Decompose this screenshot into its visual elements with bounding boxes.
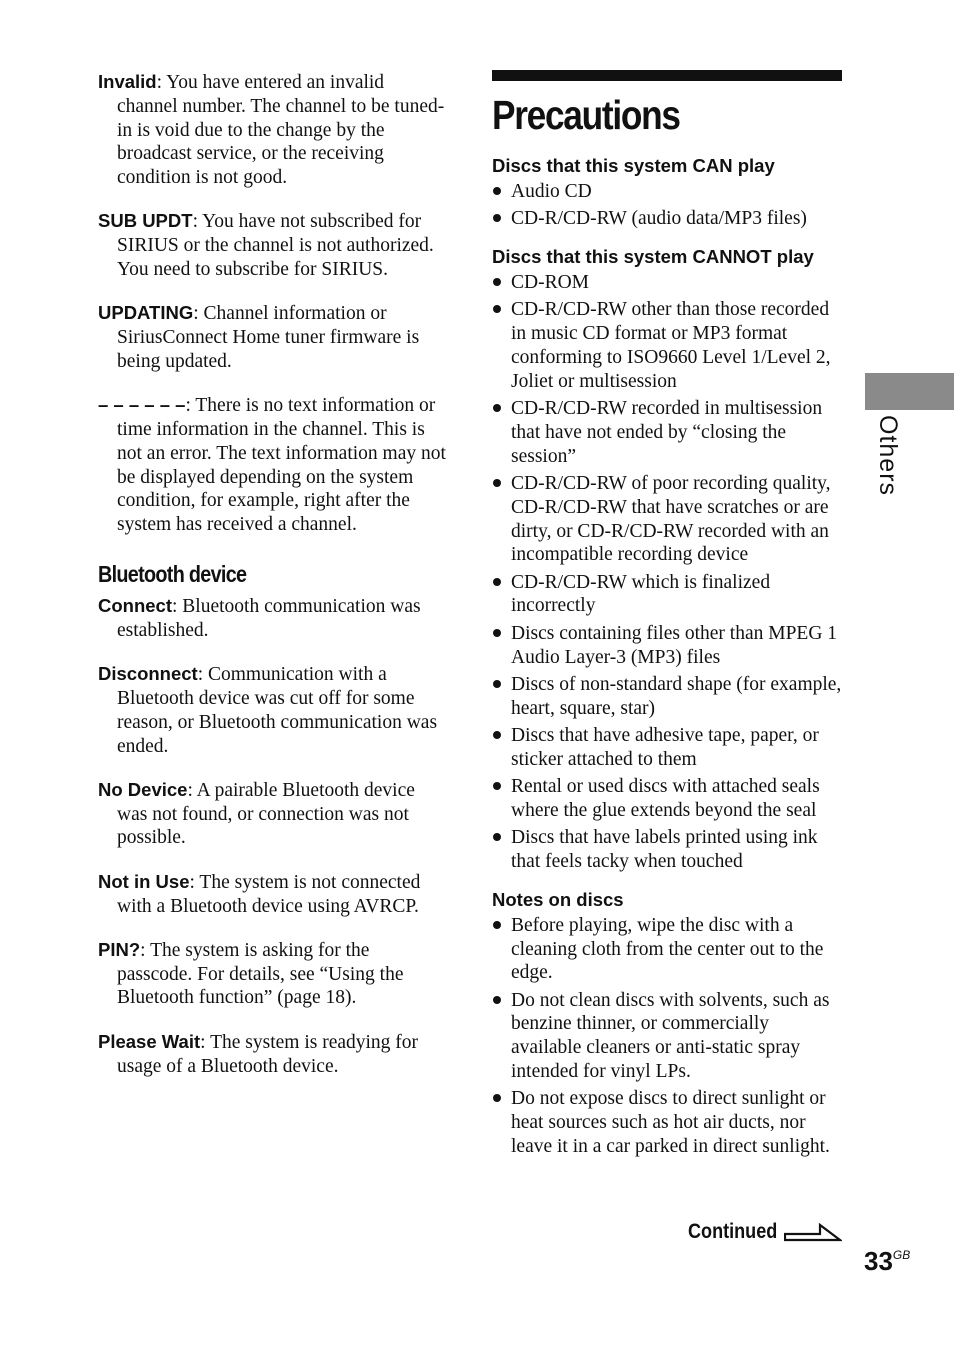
notes-list	[492, 914, 844, 1159]
list-item	[492, 914, 844, 985]
bullet-icon	[493, 187, 501, 195]
bluetooth-heading: Bluetooth device	[98, 561, 247, 588]
message-entry	[98, 778, 448, 850]
list-item-text: CD-R/CD-RW of poor recording quality, CD-R/CD-RW that have scratches or are dirty, or CD-R/CD-RW recorded with an incompatible recording device	[511, 472, 831, 566]
entry-term: – – – – – –	[98, 394, 186, 416]
list-item	[492, 673, 844, 721]
list-item-text: Do not clean discs with solvents, such as benzine thinner, or commercially available cleaners or anti-static spray intended for vinyl LPs.	[511, 989, 830, 1082]
message-list-1	[98, 70, 448, 537]
list-item-text: Discs that have adhesive tape, paper, or sticker attached to them	[511, 724, 819, 770]
list-item	[492, 207, 844, 231]
entry-text: : Channel information or SiriusConnect Home tuner firmware is being updated.	[117, 303, 420, 372]
list-item-text: CD-ROM	[511, 272, 590, 294]
entry-text: : There is no text information or time information in the channel. This is not an error. The text information may not be displayed depending on the system condition, for example, right after the system has received a channel.	[117, 395, 446, 536]
bullet-icon	[493, 278, 501, 286]
entry-term: No Device	[98, 778, 188, 800]
entry-text: : The system is readying for usage of a Bluetooth device.	[117, 1031, 419, 1077]
list-item-text: CD-R/CD-RW other than those recorded in music CD format or MP3 format conforming to ISO9660 Level 1/Level 2, Joliet or multisession	[511, 299, 831, 392]
page-number	[864, 1246, 910, 1277]
bullet-icon	[493, 680, 501, 688]
entry-term: Not in Use	[98, 870, 190, 892]
cannot-play-list	[492, 271, 844, 874]
list-item-text: Audio CD	[511, 181, 592, 202]
list-item	[492, 826, 844, 874]
entry-text: : The system is asking for the passcode. For details, see “Using the Bluetooth function” (page 18).	[117, 939, 404, 1009]
list-item	[492, 298, 844, 393]
bullet-icon	[493, 782, 501, 790]
list-item	[492, 271, 844, 295]
entry-text: : The system is not connected with a Bluetooth device using AVRCP.	[117, 871, 421, 917]
entry-text: : A pairable Bluetooth device was not found, or connection was not possible.	[117, 779, 415, 849]
section-label	[873, 415, 913, 495]
page-number-value: 33	[864, 1246, 893, 1276]
page-number-suffix: GB	[892, 1248, 911, 1262]
notes-heading: Notes on discs	[492, 888, 624, 910]
list-item-text: Discs of non-standard shape (for example, heart, square, star)	[511, 673, 842, 719]
message-entry	[98, 301, 448, 373]
list-item	[492, 180, 844, 204]
bullet-icon	[493, 479, 501, 487]
continued-indicator	[688, 1217, 842, 1247]
list-item-text: CD-R/CD-RW (audio data/MP3 files)	[511, 208, 807, 230]
message-entry	[98, 209, 448, 281]
bullet-icon	[493, 996, 501, 1004]
can-play-heading: Discs that this system CAN play	[492, 155, 775, 176]
bullet-icon	[493, 214, 501, 222]
bullet-icon	[493, 578, 501, 586]
can-play-list	[492, 180, 844, 231]
list-item	[492, 397, 844, 468]
entry-term: UPDATING	[98, 302, 194, 324]
entry-term: Connect	[98, 595, 172, 617]
message-entry	[98, 594, 448, 643]
title-rule	[492, 70, 842, 81]
list-item-text: Do not expose discs to direct sunlight or heat sources such as hot air ducts, nor leave it in a car parked in direct sunlight.	[511, 1088, 830, 1157]
list-item	[492, 622, 844, 670]
list-item	[492, 571, 844, 619]
continued-arrow-icon	[784, 1221, 842, 1243]
continued-label: Continued	[688, 1220, 778, 1243]
section-tab	[865, 373, 954, 410]
list-item	[492, 1087, 844, 1158]
bullet-icon	[493, 921, 501, 929]
list-item-text: Rental or used discs with attached seals where the glue extends beyond the seal	[511, 776, 820, 821]
bullet-icon	[493, 731, 501, 739]
list-item-text: CD-R/CD-RW recorded in multisession that have not ended by “closing the session”	[511, 398, 823, 467]
entry-text: : Bluetooth communication was established.	[117, 596, 421, 641]
list-item	[492, 724, 844, 772]
entry-term: Disconnect	[98, 663, 198, 685]
left-column	[98, 70, 448, 1081]
entry-text: : You have not subscribed for SIRIUS or the channel is not authorized. You need to subscribe for SIRIUS.	[117, 211, 434, 281]
entry-term: SUB UPDT	[98, 210, 193, 232]
message-list-2	[98, 594, 448, 1078]
message-entry	[98, 1030, 448, 1079]
list-item	[492, 472, 844, 567]
entry-term: Invalid	[98, 71, 157, 92]
entry-text: : You have entered an invalid channel number. The channel to be tuned-in is void due to the change by the broadcast service, or the receiving condition is not good.	[117, 72, 445, 189]
cannot-play-heading: Discs that this system CANNOT play	[492, 246, 814, 268]
entry-term: Please Wait	[98, 1030, 201, 1052]
entry-text: : Communication with a Bluetooth device was cut off for some reason, or Bluetooth communication was ended.	[117, 664, 438, 757]
message-entry	[98, 393, 448, 537]
list-item-text: Before playing, wipe the disc with a cleaning cloth from the center out to the edge.	[511, 914, 824, 984]
message-entry	[98, 662, 448, 758]
section-label-text: Others	[874, 415, 902, 497]
message-entry	[98, 70, 448, 190]
list-item-text: CD-R/CD-RW which is finalized incorrectly	[511, 571, 771, 617]
bullet-icon	[493, 629, 501, 637]
list-item-text: Discs that have labels printed using ink that feels tacky when touched	[511, 827, 818, 872]
entry-term: PIN?	[98, 938, 141, 960]
list-item	[492, 989, 844, 1084]
right-column	[492, 70, 844, 1173]
message-entry	[98, 938, 448, 1010]
bullet-icon	[493, 305, 501, 313]
bullet-icon	[493, 833, 501, 841]
list-item	[492, 775, 844, 823]
bullet-icon	[493, 404, 501, 412]
page-title: Precautions	[492, 92, 680, 138]
list-item-text: Discs containing files other than MPEG 1 Audio Layer-3 (MP3) files	[511, 622, 838, 668]
bullet-icon	[493, 1094, 501, 1102]
message-entry	[98, 870, 448, 919]
